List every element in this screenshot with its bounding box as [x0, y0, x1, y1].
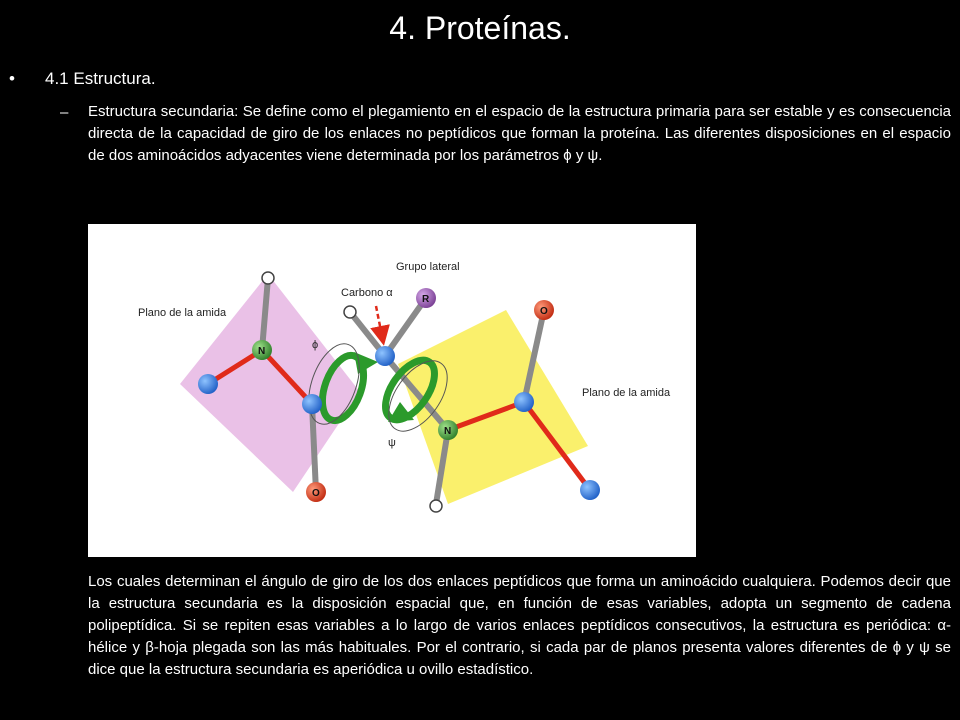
section-title: 4.1 Estructura.: [45, 69, 156, 88]
atom-h-bottom: [430, 500, 442, 512]
peptide-diagram-svg: [88, 224, 696, 557]
atom-h-top-left: [262, 272, 274, 284]
alpha-carbon-arrow: [376, 306, 382, 336]
atom-ca-left: [302, 394, 322, 414]
atom-n1-label: N: [258, 346, 266, 357]
bullet-symbol: •: [9, 69, 15, 88]
atom-n2-label: N: [444, 426, 452, 437]
atom-ca-center: [375, 346, 395, 366]
slide-title: 4. Proteínas.: [389, 10, 571, 46]
dash-symbol: –: [60, 104, 69, 121]
peptide-bond-figure: [88, 224, 696, 557]
atom-c-right: [514, 392, 534, 412]
atom-r-label: R: [422, 294, 430, 305]
atom-c-left: [198, 374, 218, 394]
label-alpha-carbon: Carbono α: [341, 287, 393, 299]
label-side-group: Grupo lateral: [396, 261, 460, 273]
section-heading: [9, 68, 156, 90]
phi-label: ϕ: [312, 339, 319, 351]
paragraph-secondary-structure: Estructura secundaria: Se define como el plegamiento en el espacio de la estructura primaria para ser estable y es consecuencia directa de la capacidad de giro de los enlaces no peptídicos que forman la proteína. Las diferentes disposiciones en el espacio de dos aminoácidos adyacentes viene determinada por los parámetros ϕ y ψ.: [88, 103, 951, 164]
psi-label: ψ: [388, 437, 396, 449]
atom-c-next: [580, 480, 600, 500]
bond-ca-r: [385, 298, 426, 356]
atom-h-alpha: [344, 306, 356, 318]
atom-o2-label: O: [540, 306, 548, 317]
paragraph-phi-psi-explanation: Los cuales determinan el ángulo de giro de los dos enlaces peptídicos que forma un aminoácido cualquiera. Podemos decir que la estructura secundaria es la disposición espacial que, en función de esas variables, adopta un segmento de cadena polipeptídica. Si se repiten esas variables a lo largo de varios enlaces peptídicos consecutivos, la estructura es periódica: α-hélice y β-hoja plegada son las más habituales. Por el contrario, si cada par de planos presenta valores diferentes de ϕ y ψ se dice que la estructura secundaria es aperiódica u ovillo estadístico.: [88, 573, 951, 678]
label-amide-plane-right: Plano de la amida: [582, 387, 671, 399]
atom-o1-label: O: [312, 488, 320, 499]
label-amide-plane-left: Plano de la amida: [138, 307, 227, 319]
